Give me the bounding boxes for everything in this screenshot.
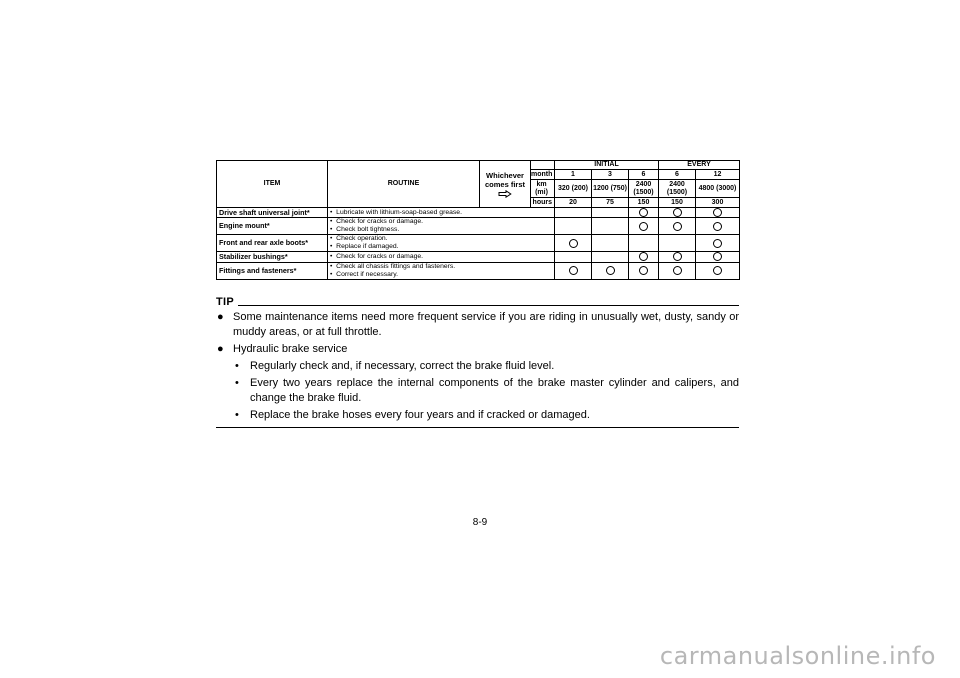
check-circle-icon (673, 222, 682, 231)
routine-text (328, 235, 555, 252)
interval-value: 6 (629, 170, 659, 180)
routine-line: • Lubricate with lithium-soap-based grease. (330, 209, 554, 217)
check-circle-icon (639, 266, 648, 275)
check-circle-icon (606, 266, 615, 275)
table-row (217, 262, 740, 279)
tip-item-text: Every two years replace the internal components of the brake master cylinder and calipers, and change the brake fluid. (250, 377, 739, 404)
tip-item-text: Hydraulic brake service (233, 343, 348, 355)
table-row (217, 218, 740, 235)
check-cell (592, 208, 629, 218)
interval-value: 3 (592, 170, 629, 180)
interval-value: 75 (592, 198, 629, 208)
routine-text (328, 208, 555, 218)
check-circle-icon (639, 208, 648, 217)
check-circle-icon (673, 208, 682, 217)
tip-item-text: Regularly check and, if necessary, correct the brake fluid level. (250, 360, 555, 372)
header-every: EVERY (659, 161, 740, 170)
routine-line: • Check operation. (330, 235, 554, 243)
maintenance-table (216, 160, 740, 280)
routine-line: • Correct if necessary. (330, 271, 554, 279)
routine-text (328, 218, 555, 235)
check-cell (696, 252, 740, 262)
item-name: Engine mount* (217, 218, 328, 235)
interval-value: 150 (629, 198, 659, 208)
interval-value: 12 (696, 170, 740, 180)
tip-item (216, 310, 739, 340)
header-blank (531, 161, 555, 170)
check-cell (555, 262, 592, 279)
check-cell (659, 262, 696, 279)
check-cell (592, 235, 629, 252)
tip-item-text: Replace the brake hoses every four years and if cracked or damaged. (250, 409, 590, 421)
check-cell (555, 252, 592, 262)
bullet-dot-icon: • (235, 360, 239, 372)
item-name: Front and rear axle boots* (217, 235, 328, 252)
whichever-text: Whichever comes first (484, 170, 526, 189)
check-cell (592, 218, 629, 235)
header-initial: INITIAL (555, 161, 659, 170)
table-row (217, 235, 740, 252)
bullet-circle-icon: ● (217, 343, 224, 355)
check-cell (696, 208, 740, 218)
check-cell (555, 218, 592, 235)
header-routine: ROUTINE (328, 161, 480, 208)
check-circle-icon (713, 239, 722, 248)
check-cell (659, 235, 696, 252)
check-cell (629, 208, 659, 218)
tip-divider (238, 305, 739, 306)
check-cell (659, 252, 696, 262)
check-circle-icon (713, 252, 722, 261)
routine-line: • Check for cracks or damage. (330, 218, 554, 226)
routine-text (328, 252, 555, 262)
interval-value: 4800 (3000) (696, 180, 740, 198)
interval-value: 2400 (1500) (659, 180, 696, 198)
item-name: Fittings and fasteners* (217, 262, 328, 279)
interval-value: 2400 (1500) (629, 180, 659, 198)
tip-item (216, 342, 739, 357)
check-circle-icon (569, 266, 578, 275)
interval-value: 300 (696, 198, 740, 208)
check-cell (696, 262, 740, 279)
bullet-dot-icon: • (235, 377, 239, 389)
item-name: Stabilizer bushings* (217, 252, 328, 262)
tip-label: TIP (216, 296, 235, 308)
interval-value: 1 (555, 170, 592, 180)
bullet-circle-icon: ● (217, 311, 224, 323)
routine-line: • Replace if damaged. (330, 243, 554, 251)
check-cell (555, 208, 592, 218)
routine-line: • Check all chassis fittings and fasteners. (330, 263, 554, 271)
routine-text (328, 262, 555, 279)
page-number: 8-9 (472, 517, 488, 528)
check-circle-icon (673, 252, 682, 261)
table-row (217, 252, 740, 262)
unit-month: month (531, 170, 555, 180)
check-circle-icon (639, 222, 648, 231)
check-cell (696, 235, 740, 252)
check-circle-icon (673, 266, 682, 275)
header-whichever (480, 161, 531, 208)
tip-header (216, 296, 739, 308)
item-name: Drive shaft universal joint* (217, 208, 328, 218)
maintenance-rows (217, 208, 740, 280)
check-circle-icon (569, 239, 578, 248)
watermark: carmanualsonline.info (659, 642, 936, 670)
interval-value: 150 (659, 198, 696, 208)
tip-bottom-divider (216, 427, 739, 428)
arrow-right-icon (498, 190, 512, 198)
routine-line: • Check for cracks or damage. (330, 253, 554, 261)
check-cell (629, 252, 659, 262)
bullet-dot-icon: • (235, 409, 239, 421)
check-cell (696, 218, 740, 235)
check-circle-icon (639, 252, 648, 261)
maintenance-table-container (216, 160, 739, 280)
check-cell (592, 262, 629, 279)
tip-item (216, 376, 739, 406)
check-cell (555, 235, 592, 252)
check-cell (629, 262, 659, 279)
check-cell (629, 218, 659, 235)
header-item: ITEM (217, 161, 328, 208)
tip-item (216, 359, 739, 374)
check-cell (629, 235, 659, 252)
routine-line: • Check bolt tightness. (330, 226, 554, 234)
unit-hours: hours (531, 198, 555, 208)
check-circle-icon (713, 266, 722, 275)
unit-km-mi: km (mi) (531, 180, 555, 198)
table-row (217, 208, 740, 218)
interval-value: 6 (659, 170, 696, 180)
check-circle-icon (713, 222, 722, 231)
check-circle-icon (713, 208, 722, 217)
tip-item (216, 408, 739, 423)
tip-list (216, 310, 739, 423)
interval-value: 20 (555, 198, 592, 208)
check-cell (592, 252, 629, 262)
interval-value: 1200 (750) (592, 180, 629, 198)
check-cell (659, 208, 696, 218)
tip-item-text: Some maintenance items need more frequent service if you are riding in unusually wet, dusty, sandy or muddy areas, or at full throttle. (233, 311, 739, 338)
tip-section (216, 296, 739, 428)
check-cell (659, 218, 696, 235)
interval-value: 320 (200) (555, 180, 592, 198)
